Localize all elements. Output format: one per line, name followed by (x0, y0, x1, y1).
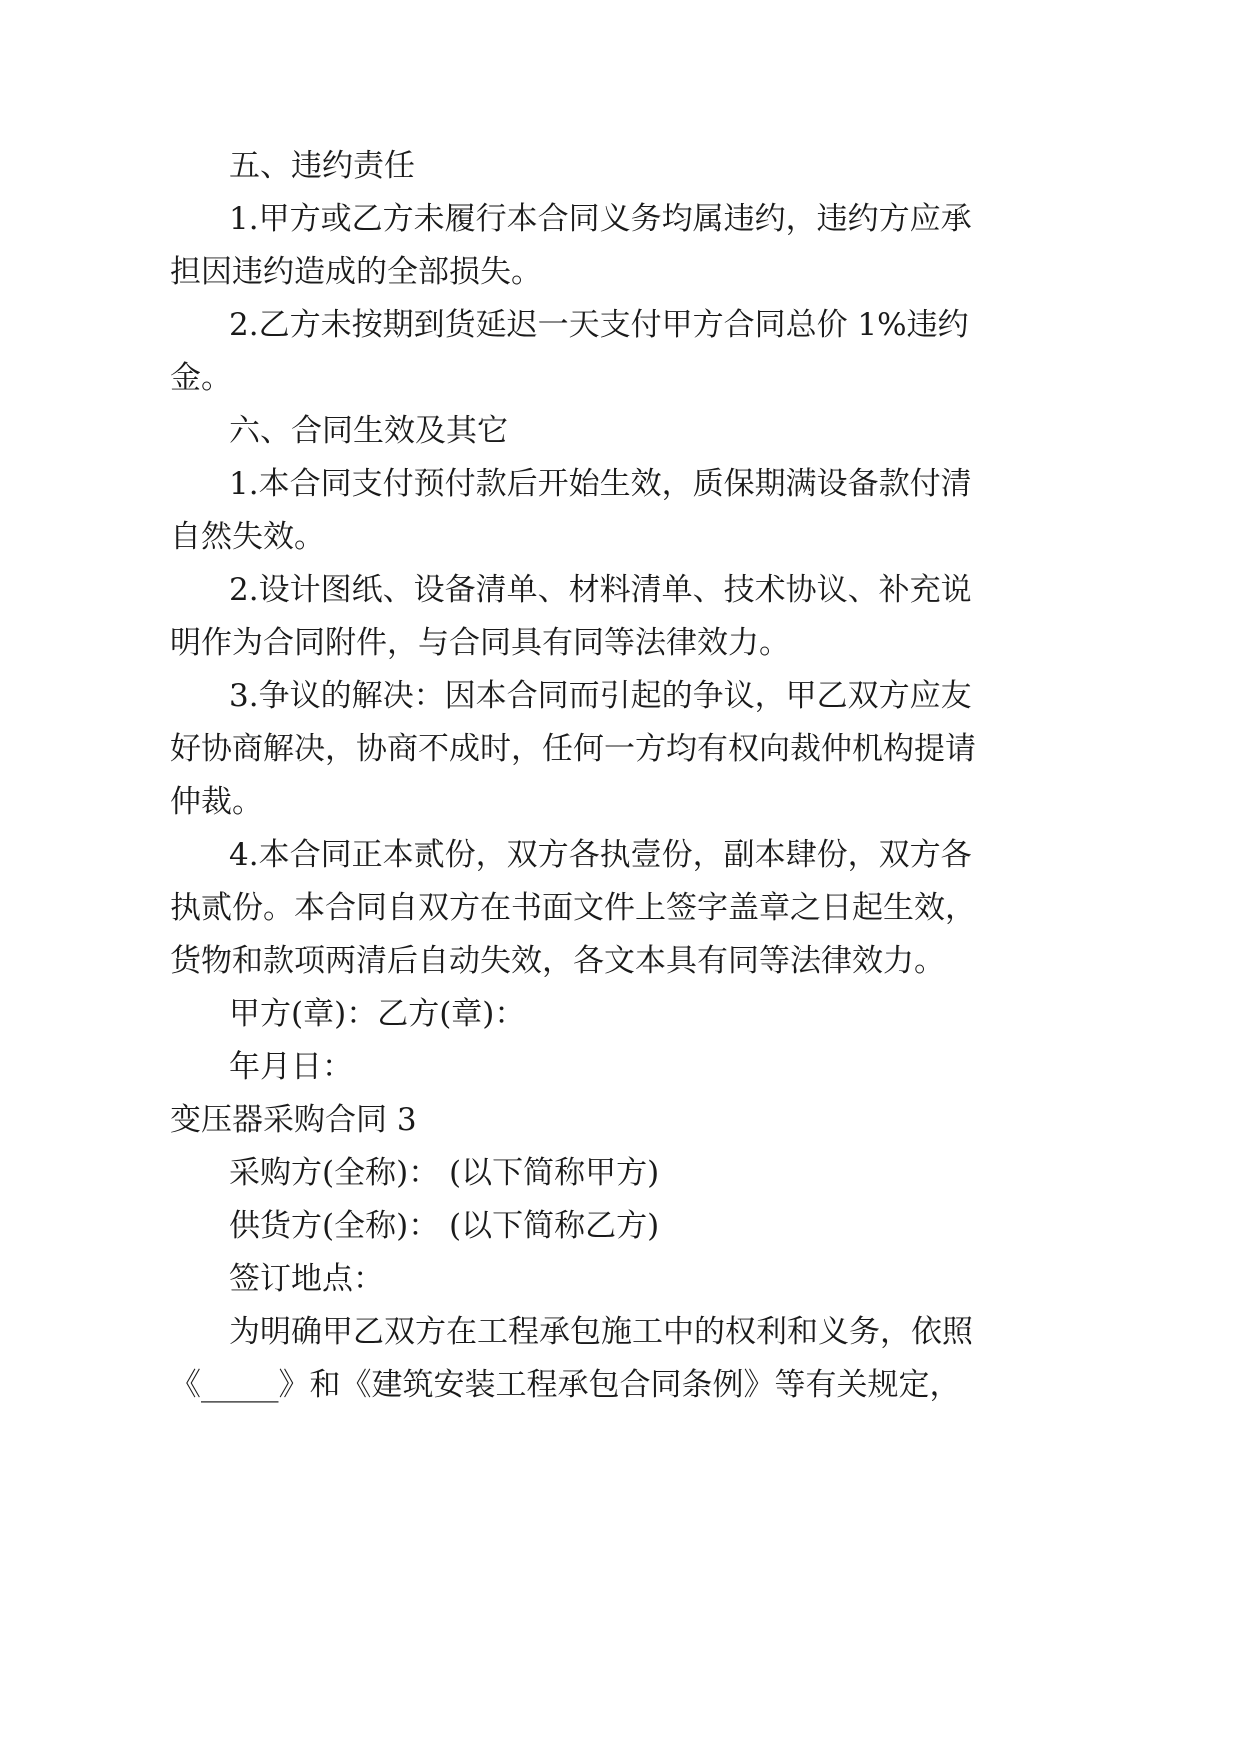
clause-line: 2.设计图纸、设备清单、材料清单、技术协议、补充说 (229, 572, 972, 608)
section-heading-effect: 六、合同生效及其它 (229, 413, 508, 449)
preamble-line: 为明确甲乙双方在工程承包施工中的权利和义务，依照 (229, 1314, 973, 1350)
contract-title: 变压器采购合同 3 (170, 1102, 417, 1138)
clause-line: 执贰份。本合同自双方在书面文件上签字盖章之日起生效， (170, 890, 976, 926)
preamble-line: 《_____》和《建筑安装工程承包合同条例》等有关规定， (170, 1367, 961, 1403)
purchaser-line: 采购方(全称)： (以下简称甲方) (229, 1155, 660, 1191)
clause-line: 担因违约造成的全部损失。 (170, 254, 542, 290)
clause-line: 仲裁。 (170, 784, 263, 820)
clause-line: 1.本合同支付预付款后开始生效，质保期满设备款付清 (229, 466, 972, 502)
section-heading-breach: 五、违约责任 (229, 148, 415, 184)
clause-line: 1.甲方或乙方未履行本合同义务均属违约，违约方应承 (229, 201, 972, 237)
clause-line: 自然失效。 (170, 519, 325, 555)
signing-place: 签订地点： (229, 1261, 384, 1297)
signature-date: 年月日： (229, 1049, 353, 1085)
signature-parties: 甲方(章)：乙方(章)： (229, 996, 526, 1032)
clause-line: 明作为合同附件，与合同具有同等法律效力。 (170, 625, 790, 661)
clause-line: 2.乙方未按期到货延迟一天支付甲方合同总价 1%违约 (229, 307, 969, 343)
clause-line: 好协商解决，协商不成时，任何一方均有权向裁仲机构提请 (170, 731, 976, 767)
clause-line: 4.本合同正本贰份，双方各执壹份，副本肆份，双方各 (229, 837, 972, 873)
clause-line: 金。 (170, 360, 232, 396)
clause-line: 3.争议的解决：因本合同而引起的争议，甲乙双方应友 (229, 678, 972, 714)
clause-line: 货物和款项两清后自动失效，各文本具有同等法律效力。 (170, 943, 945, 979)
supplier-line: 供货方(全称)： (以下简称乙方) (229, 1208, 660, 1244)
